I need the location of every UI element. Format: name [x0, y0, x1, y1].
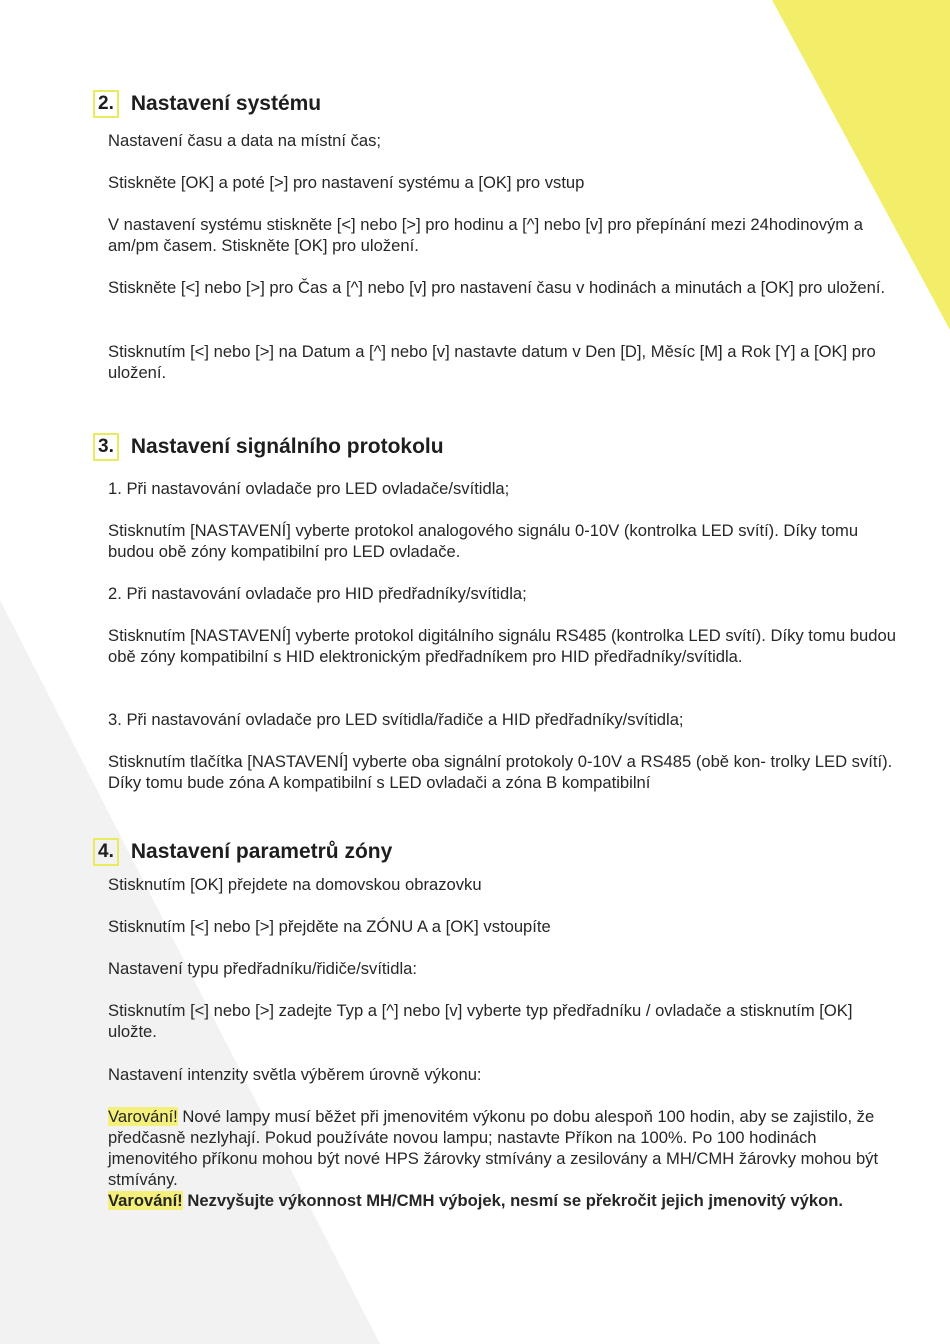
paragraph: Stisknutím [NASTAVENÍ] vyberte protokol analogového signálu 0-10V (kontrolka LED svítí). Díky tomu budou obě zóny kompatibilní pro LED ovladače. — [108, 521, 859, 561]
section-number: 3. — [93, 433, 119, 461]
paragraph: 2. Při nastavování ovladače pro HID předřadníky/svítidla; — [108, 584, 527, 603]
section-4-heading — [93, 838, 392, 866]
paragraph: Stisknutím [OK] přejdete na domovskou obrazovku — [108, 875, 482, 894]
warning-paragraph — [108, 1106, 898, 1190]
paragraph: Nastavení typu předřadníku/řidiče/svítidla: — [108, 959, 417, 978]
section-number: 4. — [93, 838, 119, 866]
paragraph: Nastavení času a data na místní čas; — [108, 131, 382, 150]
paragraph: Stiskněte [<] nebo [>] pro Čas a [^] nebo [v] pro nastavení času v hodinách a minutách a [OK] pro uložení. — [108, 278, 886, 297]
section-title: Nastavení parametrů zóny — [130, 840, 393, 863]
warning-text: Nezvyšujte výkonnost MH/CMH výbojek, nesmí se překročit jejich jmenovitý výkon. — [182, 1191, 843, 1210]
paragraph: 3. Při nastavování ovladače pro LED svítidla/řadiče a HID předřadníky/svítidla; — [108, 710, 684, 729]
paragraph: Stisknutím [NASTAVENÍ] vyberte protokol digitálního signálu RS485 (kontrolka LED svítí). Díky tomu budou obě zóny kompatibilní s HID elektronickým předřadníkem pro HID předřadníky/svítidla. — [108, 626, 896, 666]
section-title: Nastavení systému — [130, 92, 322, 115]
section-title: Nastavení signálního protokolu — [130, 435, 444, 458]
paragraph: Stisknutím tlačítka [NASTAVENÍ] vyberte oba signální protokoly 0-10V a RS485 (obě kon- trolky LED svítí). Díky tomu bude zóna A kompatibilní s LED ovladači a zóna B kompatibilní — [108, 752, 893, 792]
paragraph: Nastavení intenzity světla výběrem úrovně výkonu: — [108, 1065, 482, 1084]
warning-paragraph-bold — [108, 1190, 898, 1211]
paragraph: Stisknutím [<] nebo [>] na Datum a [^] nebo [v] nastavte datum v Den [D], Měsíc [M] a Rok [Y] a [OK] pro uložení. — [108, 342, 876, 382]
section-number: 2. — [93, 90, 119, 118]
paragraph: V nastavení systému stiskněte [<] nebo [>] pro hodinu a [^] nebo [v] pro přepínání mezi 24hodinovým a am/pm časem. Stiskněte [OK] pro uložení. — [108, 215, 863, 255]
paragraph: 1. Při nastavování ovladače pro LED ovladače/svítidla; — [108, 479, 510, 498]
paragraph: Stisknutím [<] nebo [>] zadejte Typ a [^] nebo [v] vyberte typ předřadníku / ovladače a stisknutím [OK] uložte. — [108, 1001, 853, 1041]
paragraph: Stisknutím [<] nebo [>] přejděte na ZÓNU A a [OK] vstoupíte — [108, 917, 551, 936]
warning-label: Varování! — [108, 1107, 178, 1126]
section-3-heading — [93, 433, 444, 461]
warning-text: Nové lampy musí běžet při jmenovitém výkonu po dobu alespoň 100 hodin, aby se zajistilo, že předčasně nezlyhají. Pokud používáte novou lampu; nastavte Příkon na 100%. Po 100 hodinách jmenovitého příkonu mohou být nové HPS žárovky stmívány a zesilovány a MH/CMH žárovky mohou být stmívány. — [108, 1107, 879, 1189]
section-2-heading — [93, 90, 321, 118]
warning-label: Varování! — [108, 1191, 183, 1210]
paragraph: Stiskněte [OK] a poté [>] pro nastavení systému a [OK] pro vstup — [108, 173, 585, 192]
